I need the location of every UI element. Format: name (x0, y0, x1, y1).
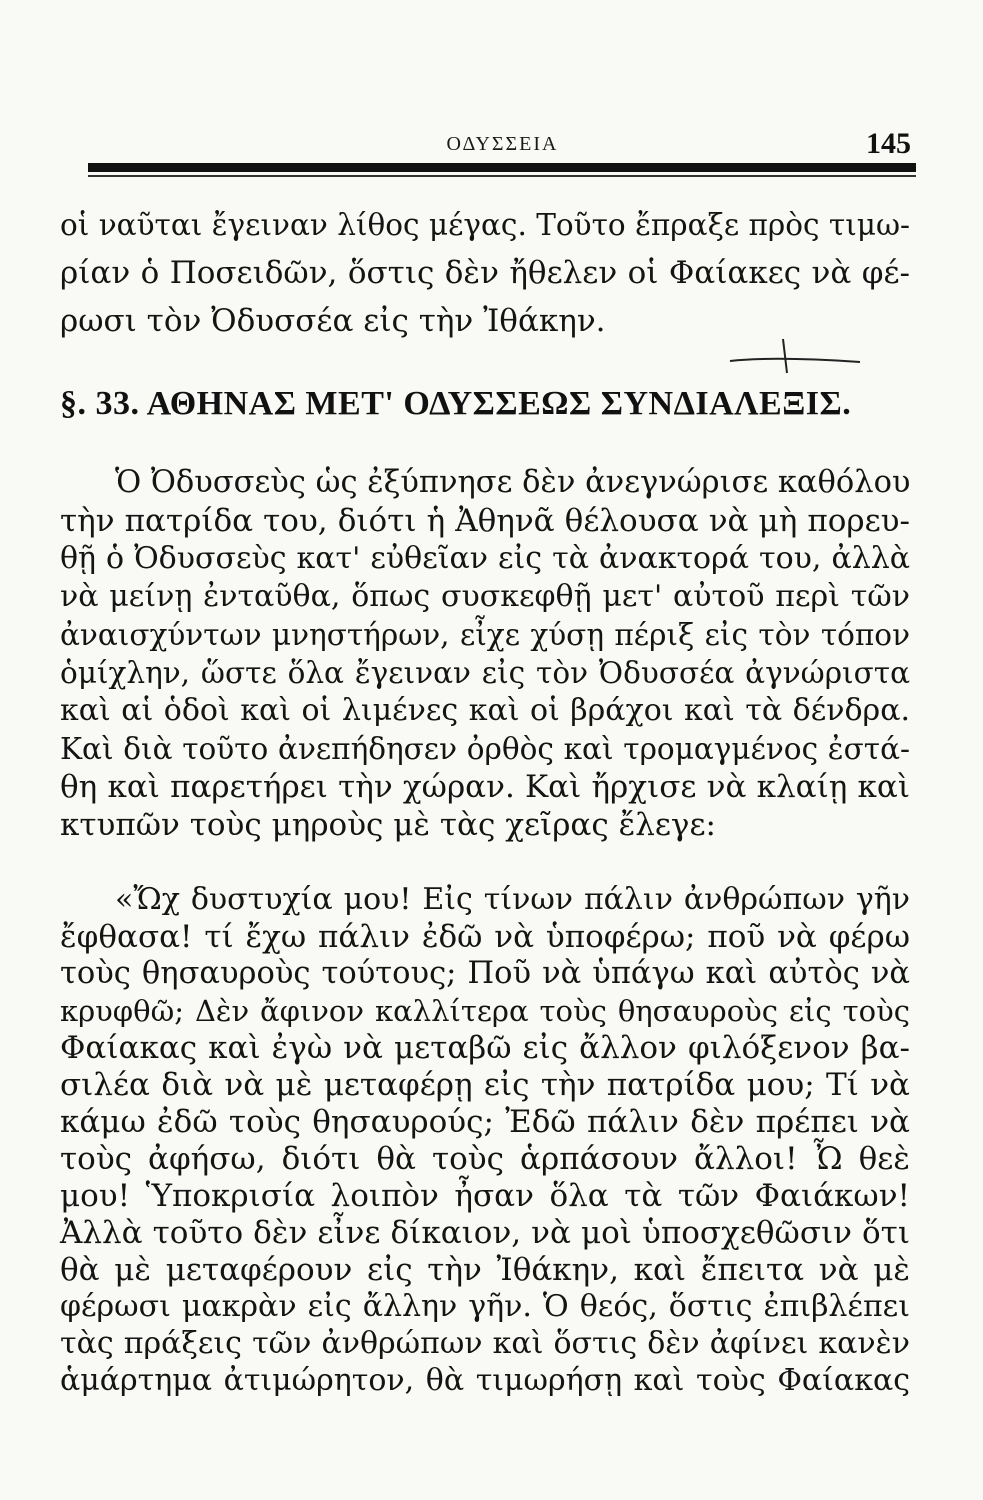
text-line: ρωσι τὸν Ὀδυσσέα εἰς τὴν Ἰθάκην. (60, 303, 606, 339)
text-line: νὰ μείνῃ ἐνταῦθα, ὅπως συσκεφθῇ μετ' αὐτοῦ περὶ τῶν (60, 579, 910, 614)
text-line: σιλέα διὰ νὰ μὲ μεταφέρῃ εἰς τὴν πατρίδα μου; Τί νὰ (60, 1067, 910, 1103)
header-rule-thick (88, 163, 916, 172)
text-line: Φαίακας καὶ ἐγὼ νὰ μεταβῶ εἰς ἄλλον φιλόξενον βα- (60, 1030, 910, 1066)
text-line: ἀναισχύντων μνηστήρων, εἶχε χύσῃ πέριξ εἰς τὸν τόπον (60, 618, 910, 652)
text-line: θῇ ὁ Ὀδυσσεὺς κατ' εὐθεῖαν εἰς τὰ ἀνακτορά του, ἀλλὰ (60, 541, 910, 576)
text-line: κρυφθῶ; Δὲν ἄφινον καλλίτερα τοὺς θησαυροὺς εἰς τοὺς (60, 994, 910, 1028)
header-rule-thin (88, 175, 916, 177)
text-line: «Ὤχ δυστυχία μου! Εἰς τίνων πάλιν ἀνθρώπων γῆν (115, 882, 910, 917)
section-heading: §. 33. ΑΘΗΝΑΣ ΜΕΤ' ΟΔΥΣΣΕΩΣ ΣΥΝΔΙΑΛΕΞΙΣ. (60, 385, 852, 422)
text-line: τοὺς ἀφήσω, διότι θὰ τοὺς ἁρπάσουν ἄλλοι! Ὦ θεὲ (60, 1141, 910, 1177)
text-line: θὰ μὲ μεταφέρουν εἰς τὴν Ἰθάκην, καὶ ἔπειτα νὰ μὲ (60, 1252, 910, 1288)
running-title: ΟΔΥΣΣΕΙΑ (446, 133, 559, 155)
text-line: μου! Ὑποκρισία λοιπὸν ἦσαν ὅλα τὰ τῶν Φαιάκων! (60, 1178, 910, 1214)
text-line: τὴν πατρίδα του, διότι ἡ Ἀθηνᾶ θέλουσα νὰ μὴ πορευ- (60, 503, 910, 539)
text-line: τοὺς θησαυροὺς τούτους; Ποῦ νὰ ὑπάγω καὶ αὐτὸς νὰ (60, 956, 910, 991)
text-line: θη καὶ παρετήρει τὴν χώραν. Καὶ ἤρχισε νὰ κλαίῃ καὶ (60, 769, 910, 805)
text-line: ὁμίχλην, ὥστε ὅλα ἔγειναν εἰς τὸν Ὀδυσσέα ἀγνώριστα (60, 656, 910, 690)
text-line: καὶ αἱ ὁδοὶ καὶ οἱ λιμένες καὶ οἱ βράχοι καὶ τὰ δένδρα. (60, 693, 910, 728)
text-line: ρίαν ὁ Ποσειδῶν, ὅστις δὲν ἤθελεν οἱ Φαίακες νὰ φέ- (60, 255, 910, 291)
text-line: οἱ ναῦται ἔγειναν λίθος μέγας. Τοῦτο ἔπραξε πρὸς τιμω- (60, 208, 910, 242)
text-line: ἔφθασα! τί ἔχω πάλιν ἐδῶ νὰ ὑποφέρω; ποῦ νὰ φέρω (60, 919, 910, 955)
page-number: 145 (866, 127, 911, 160)
text-line: κάμω ἐδῶ τοὺς θησαυρούς; Ἐδῶ πάλιν δὲν πρέπει νὰ (60, 1104, 910, 1140)
text-line: ἁμάρτημα ἀτιμώρητον, θὰ τιμωρήσῃ καὶ τοὺς Φαίακας (60, 1363, 910, 1398)
handwritten-cross-mark (725, 335, 865, 375)
text-line: Καὶ διὰ τοῦτο ἀνεπήδησεν ὀρθὸς καὶ τρομαγμένος ἐστά- (60, 732, 910, 766)
text-line: κτυπῶν τοὺς μηροὺς μὲ τὰς χεῖρας ἔλεγε: (60, 807, 716, 843)
text-line: Ἀλλὰ τοῦτο δὲν εἶνε δίκαιον, νὰ μοὶ ὑποσχεθῶσιν ὅτι (60, 1215, 910, 1251)
text-line: φέρωσι μακρὰν εἰς ἄλλην γῆν. Ὁ θεός, ὅστις ἐπιβλέπει (60, 1289, 910, 1324)
text-line: Ὁ Ὀδυσσεὺς ὡς ἐξύπνησε δὲν ἀνεγνώρισε καθόλου (115, 465, 911, 500)
running-head (90, 125, 915, 165)
text-line: τὰς πράξεις τῶν ἀνθρώπων καὶ ὅστις δὲν ἀφίνει κανὲν (60, 1326, 910, 1361)
